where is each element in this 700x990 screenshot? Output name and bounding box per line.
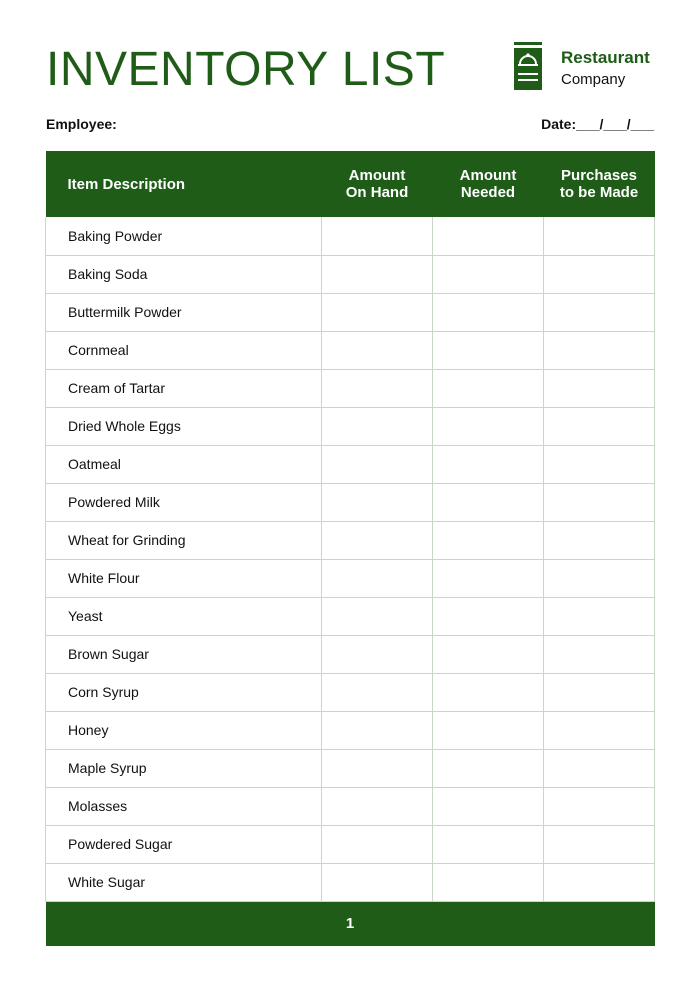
item-description-cell: Baking Powder	[46, 217, 322, 255]
table-row	[46, 559, 655, 597]
brand-name: Restaurant	[561, 48, 650, 67]
table-row	[46, 369, 655, 407]
amount-on-hand-cell[interactable]	[322, 825, 433, 863]
item-description-cell: Corn Syrup	[46, 673, 322, 711]
purchases-cell[interactable]	[544, 559, 655, 597]
purchases-cell[interactable]	[544, 521, 655, 559]
column-header-amount-needed: Amount Needed	[459, 167, 517, 201]
amount-on-hand-cell[interactable]	[322, 787, 433, 825]
amount-needed-cell[interactable]	[433, 749, 544, 787]
amount-on-hand-cell[interactable]	[322, 217, 433, 255]
table-row	[46, 711, 655, 749]
employee-label: Employee:	[46, 116, 117, 132]
purchases-cell[interactable]	[544, 331, 655, 369]
purchases-cell[interactable]	[544, 635, 655, 673]
brand-subtitle: Company	[561, 71, 626, 88]
purchases-cell[interactable]	[544, 825, 655, 863]
inventory-table	[45, 151, 654, 946]
amount-needed-cell[interactable]	[433, 293, 544, 331]
purchases-cell[interactable]	[544, 483, 655, 521]
amount-needed-cell[interactable]	[433, 369, 544, 407]
table-row	[46, 331, 655, 369]
item-description-cell: Powdered Sugar	[46, 825, 322, 863]
amount-needed-cell[interactable]	[433, 825, 544, 863]
table-row	[46, 293, 655, 331]
amount-needed-cell[interactable]	[433, 483, 544, 521]
amount-needed-cell[interactable]	[433, 445, 544, 483]
item-description-cell: Dried Whole Eggs	[46, 407, 322, 445]
amount-on-hand-cell[interactable]	[322, 369, 433, 407]
amount-needed-cell[interactable]	[433, 255, 544, 293]
table-row	[46, 673, 655, 711]
amount-needed-cell[interactable]	[433, 863, 544, 901]
purchases-cell[interactable]	[544, 863, 655, 901]
amount-on-hand-cell[interactable]	[322, 445, 433, 483]
table-row	[46, 597, 655, 635]
item-description-cell: Maple Syrup	[46, 749, 322, 787]
page-number: 1	[345, 915, 355, 933]
column-header-item-description: Item Description	[67, 175, 186, 193]
table-row	[46, 217, 655, 255]
amount-needed-cell[interactable]	[433, 331, 544, 369]
table-row	[46, 863, 655, 901]
amount-needed-cell[interactable]	[433, 597, 544, 635]
amount-needed-cell[interactable]	[433, 559, 544, 597]
amount-on-hand-cell[interactable]	[322, 483, 433, 521]
table-row	[46, 825, 655, 863]
purchases-cell[interactable]	[544, 673, 655, 711]
purchases-cell[interactable]	[544, 445, 655, 483]
item-description-cell: Yeast	[46, 597, 322, 635]
purchases-cell[interactable]	[544, 407, 655, 445]
purchases-cell[interactable]	[544, 369, 655, 407]
purchases-cell[interactable]	[544, 749, 655, 787]
table-row	[46, 483, 655, 521]
amount-needed-cell[interactable]	[433, 407, 544, 445]
column-header-amount-on-hand: Amount On Hand	[345, 167, 409, 201]
table-row	[46, 407, 655, 445]
item-description-cell: Cornmeal	[46, 331, 322, 369]
item-description-cell: Brown Sugar	[46, 635, 322, 673]
amount-on-hand-cell[interactable]	[322, 673, 433, 711]
amount-on-hand-cell[interactable]	[322, 863, 433, 901]
amount-on-hand-cell[interactable]	[322, 711, 433, 749]
table-row	[46, 635, 655, 673]
amount-needed-cell[interactable]	[433, 711, 544, 749]
amount-on-hand-cell[interactable]	[322, 331, 433, 369]
amount-on-hand-cell[interactable]	[322, 407, 433, 445]
item-description-cell: Oatmeal	[46, 445, 322, 483]
table-row	[46, 445, 655, 483]
amount-on-hand-cell[interactable]	[322, 559, 433, 597]
item-description-cell: Cream of Tartar	[46, 369, 322, 407]
item-description-cell: Powdered Milk	[46, 483, 322, 521]
table-footer-row	[46, 901, 655, 946]
page-title: INVENTORY LIST	[46, 43, 446, 96]
table-row	[46, 521, 655, 559]
item-description-cell: Molasses	[46, 787, 322, 825]
item-description-cell: Baking Soda	[46, 255, 322, 293]
item-description-cell: White Flour	[46, 559, 322, 597]
purchases-cell[interactable]	[544, 597, 655, 635]
column-header-purchases: Purchases to be Made	[559, 167, 639, 201]
table-row	[46, 787, 655, 825]
amount-on-hand-cell[interactable]	[322, 597, 433, 635]
amount-needed-cell[interactable]	[433, 635, 544, 673]
amount-on-hand-cell[interactable]	[322, 521, 433, 559]
amount-on-hand-cell[interactable]	[322, 293, 433, 331]
purchases-cell[interactable]	[544, 217, 655, 255]
amount-on-hand-cell[interactable]	[322, 255, 433, 293]
restaurant-cloche-icon	[512, 42, 544, 90]
amount-needed-cell[interactable]	[433, 217, 544, 255]
item-description-cell: Honey	[46, 711, 322, 749]
amount-needed-cell[interactable]	[433, 521, 544, 559]
item-description-cell: Buttermilk Powder	[46, 293, 322, 331]
item-description-cell: White Sugar	[46, 863, 322, 901]
table-row	[46, 255, 655, 293]
amount-on-hand-cell[interactable]	[322, 749, 433, 787]
amount-on-hand-cell[interactable]	[322, 635, 433, 673]
table-header-row	[46, 151, 655, 217]
date-field[interactable]: Date:___/___/___	[541, 116, 654, 132]
table-row	[46, 749, 655, 787]
purchases-cell[interactable]	[544, 255, 655, 293]
purchases-cell[interactable]	[544, 711, 655, 749]
amount-needed-cell[interactable]	[433, 787, 544, 825]
purchases-cell[interactable]	[544, 787, 655, 825]
amount-needed-cell[interactable]	[433, 673, 544, 711]
item-description-cell: Wheat for Grinding	[46, 521, 322, 559]
purchases-cell[interactable]	[544, 293, 655, 331]
